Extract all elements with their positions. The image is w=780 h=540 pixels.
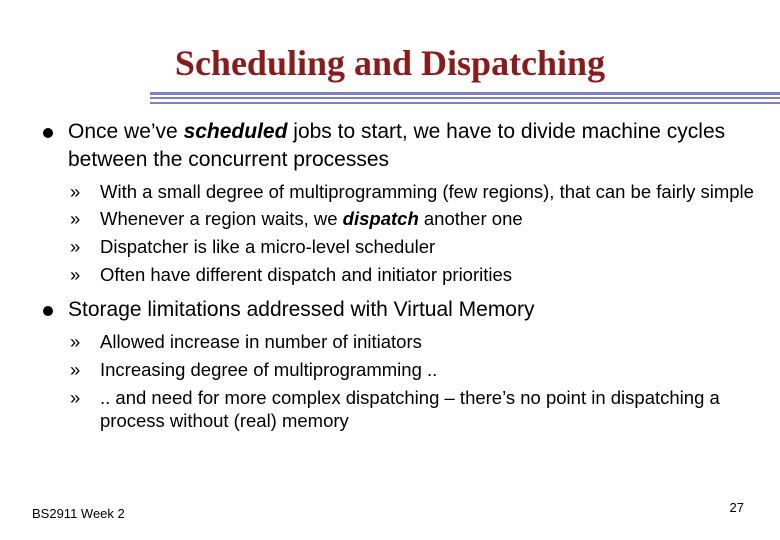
sub-bullet-item (68, 263, 760, 286)
bullet-text (68, 120, 725, 171)
sub-bullet-item (68, 358, 760, 381)
raquo-icon: » (70, 208, 81, 229)
sub-bullet-item (68, 207, 760, 230)
page-number: 27 (729, 500, 744, 515)
sub-bullet-text: Increasing degree of multiprogramming .. (100, 359, 438, 380)
sub-bullet-text: .. and need for more complex dispatching – there’s no point in dispatching a process without (real) memory (100, 387, 720, 431)
title-rule (150, 92, 780, 95)
bullet-item (40, 296, 760, 324)
raquo-icon: » (70, 359, 81, 380)
raquo-icon: » (70, 236, 81, 257)
raquo-icon: » (70, 264, 81, 285)
bullet-text: Storage limitations addressed with Virtual Memory (68, 298, 535, 321)
title-rule (150, 102, 780, 104)
raquo-icon: » (70, 331, 81, 352)
bullet-dot-icon (43, 128, 53, 138)
sub-bullet-text: Often have different dispatch and initiator priorities (100, 264, 513, 285)
raquo-icon: » (70, 181, 81, 202)
sub-bullet-item (68, 235, 760, 258)
sub-bullet-emphasis: dispatch (342, 208, 419, 229)
sub-bullet-text: Dispatcher is like a micro-level scheduler (100, 236, 436, 257)
raquo-icon: » (70, 387, 81, 408)
slide-title: Scheduling and Dispatching (174, 43, 606, 83)
sub-bullet-item (68, 330, 760, 353)
bullet-dot-icon (43, 306, 53, 316)
title-rule (150, 97, 780, 99)
sub-bullet-text-pre: Whenever a region waits, we (100, 208, 343, 229)
sub-bullet-text: With a small degree of multiprogramming (few regions), that can be fairly simple (100, 181, 754, 202)
sub-bullet-list (68, 330, 760, 432)
sub-bullet-text: Allowed increase in number of initiators (100, 331, 422, 352)
sub-bullet-item (68, 180, 760, 203)
bullet-emphasis: scheduled (183, 120, 288, 143)
bullet-item (40, 118, 760, 174)
bullet-text-post: jobs to start, we have to divide machine cycles between the concurrent processes (68, 120, 726, 171)
sub-bullet-text-post: another one (418, 208, 523, 229)
bullet-text-pre: Once we’ve (68, 120, 184, 143)
bullet-list (40, 118, 760, 442)
footer-course-label: BS2911 Week 2 (32, 506, 125, 521)
sub-bullet-item (68, 386, 760, 432)
sub-bullet-list (68, 180, 760, 286)
